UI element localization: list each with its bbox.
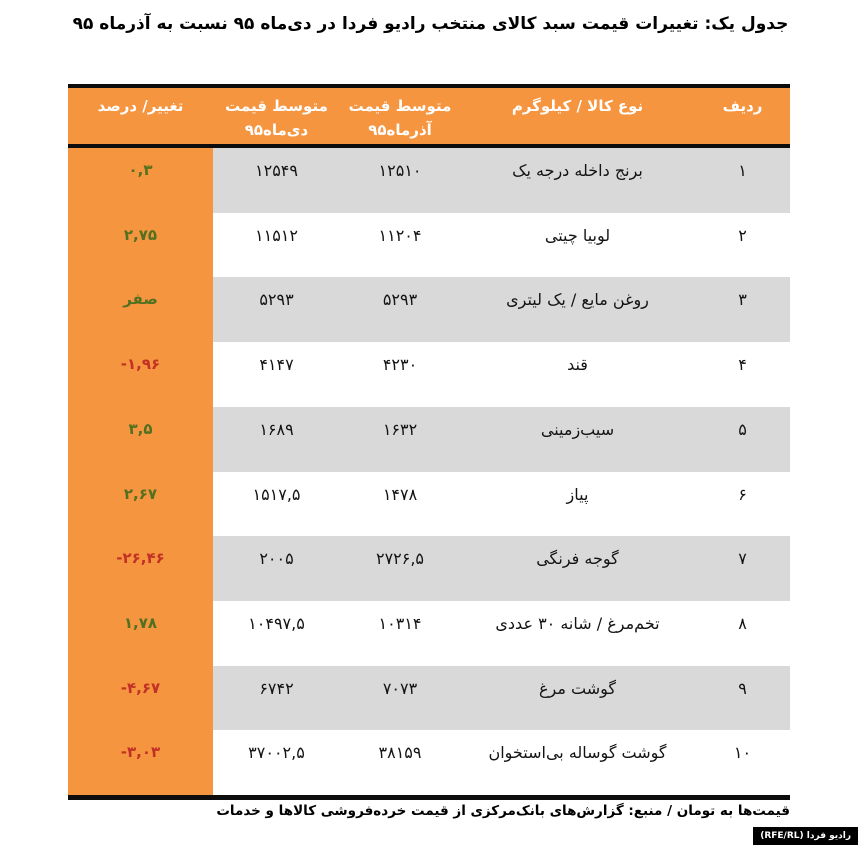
change-percent-cell: -۲۶,۴۶ [68,536,213,601]
azar-price-cell: ۲۷۲۶,۵ [340,536,460,601]
source-footnote: قیمت‌ها به تومان / منبع: گزارش‌های بانک‌مرکزی از قیمت خرده‌فروشی کالاها و خدمات [216,803,790,819]
item-name-cell: روغن مایع / یک لیتری [460,277,695,342]
header-dey-price-line1: متوسط قیمت [225,97,328,115]
dey-price-cell: ۱۶۸۹ [213,407,340,472]
azar-price-cell: ۳۸۱۵۹ [378,743,422,763]
item-name-cell: قند [567,355,588,375]
table-bottom-rule [68,795,790,800]
dey-price-cell: ۱۵۱۷,۵ [252,484,301,504]
table-body [68,148,790,795]
header-dey-price-line2: دی‌ماه۹۵ [244,121,309,139]
header-item-name: نوع کالا / کیلوگرم [511,97,644,115]
table-row [68,730,790,795]
row-number-cell: ۳ [695,277,790,342]
azar-price-cell: ۱۴۷۸ [382,484,418,504]
header-dey-price [213,88,340,144]
table-row [68,148,790,213]
dey-price-cell: ۵۲۹۳ [213,277,340,342]
change-percent-cell: -۳,۰۳ [68,730,213,795]
header-azar-price [340,88,460,144]
change-percent-cell: ۲,۶۷ [68,472,213,537]
item-name-cell: گوجه فرنگی [460,536,695,601]
azar-price-cell: ۱۲۵۱۰ [340,148,460,213]
dey-price-cell: ۱۱۵۱۲ [255,225,298,245]
item-name-cell: لوبیا چیتی [544,225,611,245]
row-number-cell: ۶ [738,484,747,504]
change-percent-cell: صفر [68,277,213,342]
change-percent-cell: -۱,۹۶ [68,342,213,407]
item-name-cell: گوشت گوساله بی‌استخوان [488,743,667,763]
dey-price-cell: ۶۷۴۲ [213,666,340,731]
change-percent-cell: ۲,۷۵ [68,213,213,278]
row-number-cell: ۹ [695,666,790,731]
item-name-cell: تخم‌مرغ / شانه ۳۰ عددی [495,613,660,633]
header-row-number: ردیف [722,97,763,115]
change-percent-cell: ۱,۷۸ [68,601,213,666]
header-change-percent: تغییر/ درصد [97,97,184,115]
table-row [68,213,790,278]
table-row [68,407,790,472]
azar-price-cell: ۱۶۳۲ [340,407,460,472]
table-row [68,666,790,731]
change-percent-cell: -۴,۶۷ [68,666,213,731]
rferl-brand-badge: رادیو فردا (RFE/RL) [753,827,858,845]
azar-price-cell: ۱۱۲۰۴ [378,225,422,245]
row-number-cell: ۷ [695,536,790,601]
item-name-cell: گوشت مرغ [460,666,695,731]
row-number-cell: ۱ [695,148,790,213]
table-header-row [68,88,790,144]
row-number-cell: ۴ [738,355,747,375]
table-row [68,601,790,666]
header-azar-price-line1: متوسط قیمت [348,97,452,115]
azar-price-cell: ۵۲۹۳ [340,277,460,342]
dey-price-cell: ۱۲۵۴۹ [213,148,340,213]
item-name-cell: سیب‌زمینی [460,407,695,472]
row-number-cell: ۸ [738,613,747,633]
change-percent-cell: ۳,۵ [68,407,213,472]
dey-price-cell: ۴۱۴۷ [259,355,294,375]
row-number-cell: ۱۰ [733,743,752,763]
table-row [68,536,790,601]
row-number-cell: ۲ [738,225,747,245]
table-row [68,342,790,407]
table-row [68,472,790,537]
dey-price-cell: ۲۰۰۵ [213,536,340,601]
page-title: جدول یک: تغییرات قیمت سبد کالای منتخب رادیو فردا در دی‌ماه ۹۵ نسبت به آذرماه ۹۵ [72,14,789,34]
azar-price-cell: ۴۲۳۰ [382,355,418,375]
row-number-cell: ۵ [695,407,790,472]
dey-price-cell: ۱۰۴۹۷,۵ [248,613,305,633]
change-percent-cell: ۰,۳ [68,148,213,213]
dey-price-cell: ۳۷۰۰۲,۵ [248,743,305,763]
azar-price-cell: ۱۰۳۱۴ [378,613,422,633]
item-name-cell: برنج داخله درجه یک [460,148,695,213]
header-azar-price-line2: آذرماه۹۵ [368,121,432,139]
price-change-table [68,84,790,800]
azar-price-cell: ۷۰۷۳ [340,666,460,731]
item-name-cell: پیاز [566,484,589,504]
table-row [68,277,790,342]
